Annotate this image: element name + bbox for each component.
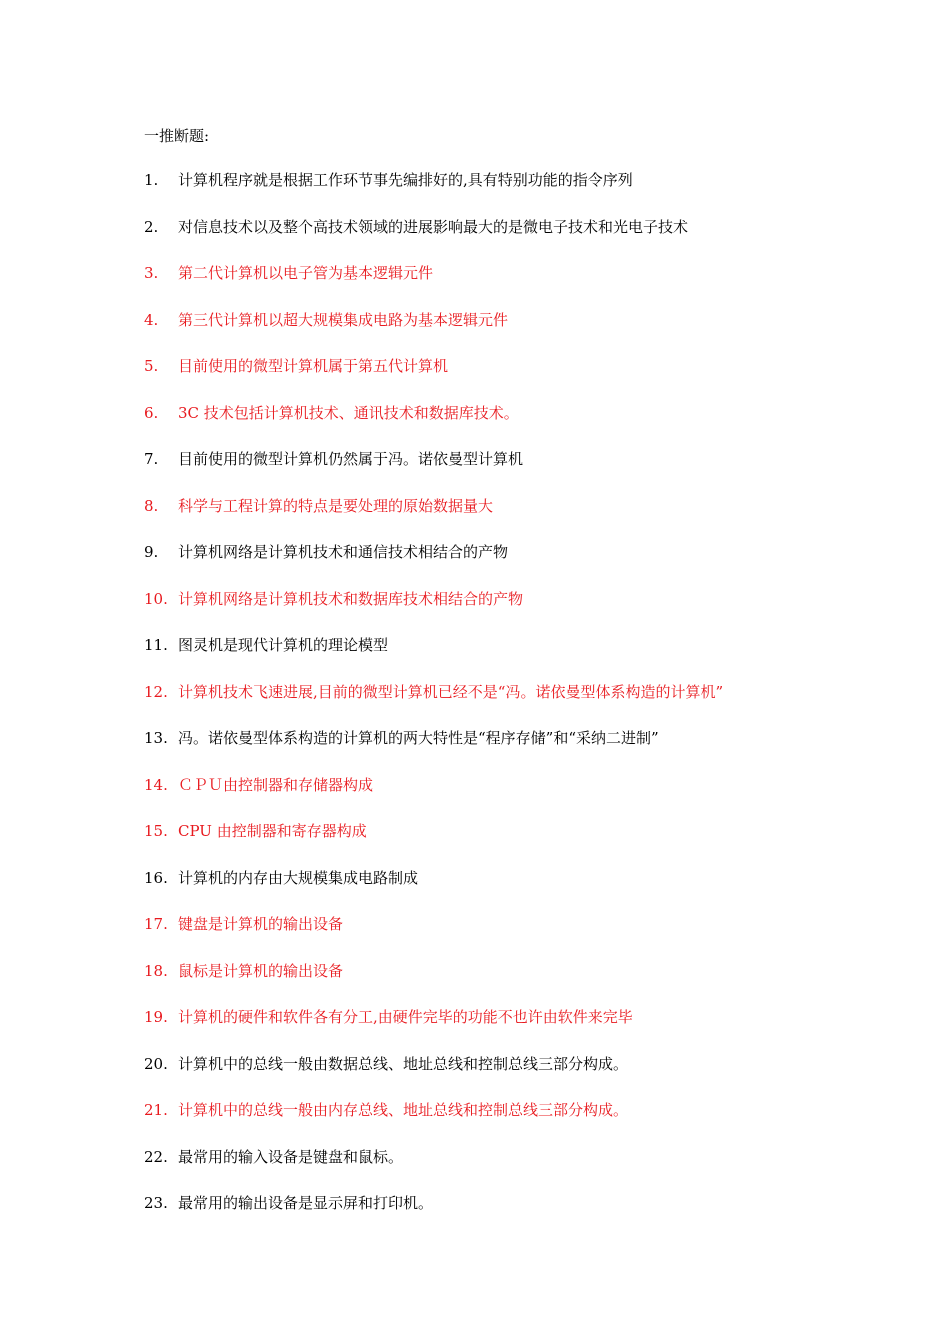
question-number: 13. xyxy=(144,729,168,747)
question-text: 第二代计算机以电子管为基本逻辑元件 xyxy=(178,264,434,282)
question-number: 7. xyxy=(144,450,159,468)
question-item-3 xyxy=(144,263,864,310)
question-item-1 xyxy=(144,170,864,217)
question-item-22 xyxy=(144,1147,864,1194)
question-text: 目前使用的微型计算机属于第五代计算机 xyxy=(178,357,449,375)
question-text: 计算机程序就是根据工作环节事先编排好的,具有特别功能的指令序列 xyxy=(178,171,633,189)
question-item-14 xyxy=(144,775,864,822)
question-number: 23. xyxy=(144,1194,168,1212)
question-number: 5. xyxy=(144,357,159,375)
question-text: 最常用的输出设备是显示屏和打印机。 xyxy=(178,1194,434,1212)
question-item-7 xyxy=(144,449,864,496)
question-number: 9. xyxy=(144,543,159,561)
question-number: 12. xyxy=(144,682,168,701)
question-item-6 xyxy=(144,403,864,450)
question-item-5 xyxy=(144,356,864,403)
question-number: 18. xyxy=(144,961,168,980)
question-number: 1. xyxy=(144,171,159,189)
question-item-13 xyxy=(144,728,864,775)
question-number: 20. xyxy=(144,1054,168,1073)
question-item-4 xyxy=(144,310,864,357)
question-number: 16. xyxy=(144,868,168,887)
question-item-11 xyxy=(144,635,864,682)
question-item-17 xyxy=(144,914,864,961)
question-text: 最常用的输入设备是键盘和鼠标。 xyxy=(178,1147,404,1166)
question-text: 计算机的内存由大规模集成电路制成 xyxy=(178,868,419,887)
question-list xyxy=(144,170,864,1240)
question-number: 19. xyxy=(144,1008,168,1026)
question-number: 22. xyxy=(144,1147,168,1166)
question-text: 计算机技术飞速进展,目前的微型计算机已经不是“冯。诺依曼型体系构造的计算机” xyxy=(178,682,724,701)
question-number: 2. xyxy=(144,217,159,236)
question-number: 8. xyxy=(144,496,159,515)
question-text: 图灵机是现代计算机的理论模型 xyxy=(178,636,389,654)
question-text: 对信息技术以及整个高技术领域的进展影响最大的是微电子技术和光电子技术 xyxy=(178,217,689,236)
question-item-2 xyxy=(144,217,864,264)
question-number: 4. xyxy=(144,310,159,329)
question-text: 目前使用的微型计算机仍然属于冯。诺依曼型计算机 xyxy=(178,450,524,468)
question-text: 科学与工程计算的特点是要处理的原始数据量大 xyxy=(178,496,494,515)
question-text: ＣＰＵ由控制器和存储器构成 xyxy=(178,775,374,794)
question-item-15 xyxy=(144,821,864,868)
question-item-20 xyxy=(144,1054,864,1101)
question-item-21 xyxy=(144,1100,864,1147)
question-number: 11. xyxy=(144,636,168,654)
question-text: 计算机的硬件和软件各有分工,由硬件完毕的功能不也许由软件来完毕 xyxy=(178,1008,633,1026)
question-text: 键盘是计算机的输出设备 xyxy=(178,915,344,933)
question-number: 15. xyxy=(144,822,168,840)
question-text: 计算机中的总线一般由数据总线、地址总线和控制总线三部分构成。 xyxy=(178,1054,629,1073)
question-number: 14. xyxy=(144,775,168,794)
question-text: 冯。诺依曼型体系构造的计算机的两大特性是“程序存储”和“采纳二进制” xyxy=(178,729,659,747)
question-number: 21. xyxy=(144,1101,168,1119)
question-number: 17. xyxy=(144,915,168,933)
question-item-19 xyxy=(144,1007,864,1054)
question-text: 3C 技术包括计算机技术、通讯技术和数据库技术。 xyxy=(178,403,519,422)
question-number: 10. xyxy=(144,589,168,608)
question-number: 6. xyxy=(144,403,159,422)
question-text: 计算机网络是计算机技术和通信技术相结合的产物 xyxy=(178,543,509,561)
question-item-12 xyxy=(144,682,864,729)
question-text: 计算机网络是计算机技术和数据库技术相结合的产物 xyxy=(178,589,524,608)
question-item-8 xyxy=(144,496,864,543)
question-item-23 xyxy=(144,1193,864,1240)
question-text: 鼠标是计算机的输出设备 xyxy=(178,961,344,980)
question-item-16 xyxy=(144,868,864,915)
question-number: 3. xyxy=(144,264,159,282)
question-text: CPU 由控制器和寄存器构成 xyxy=(178,822,367,840)
question-text: 第三代计算机以超大规模集成电路为基本逻辑元件 xyxy=(178,310,509,329)
question-item-9 xyxy=(144,542,864,589)
section-heading: 一推断题: xyxy=(144,127,210,145)
question-text: 计算机中的总线一般由内存总线、地址总线和控制总线三部分构成。 xyxy=(178,1101,629,1119)
question-item-18 xyxy=(144,961,864,1008)
question-item-10 xyxy=(144,589,864,636)
